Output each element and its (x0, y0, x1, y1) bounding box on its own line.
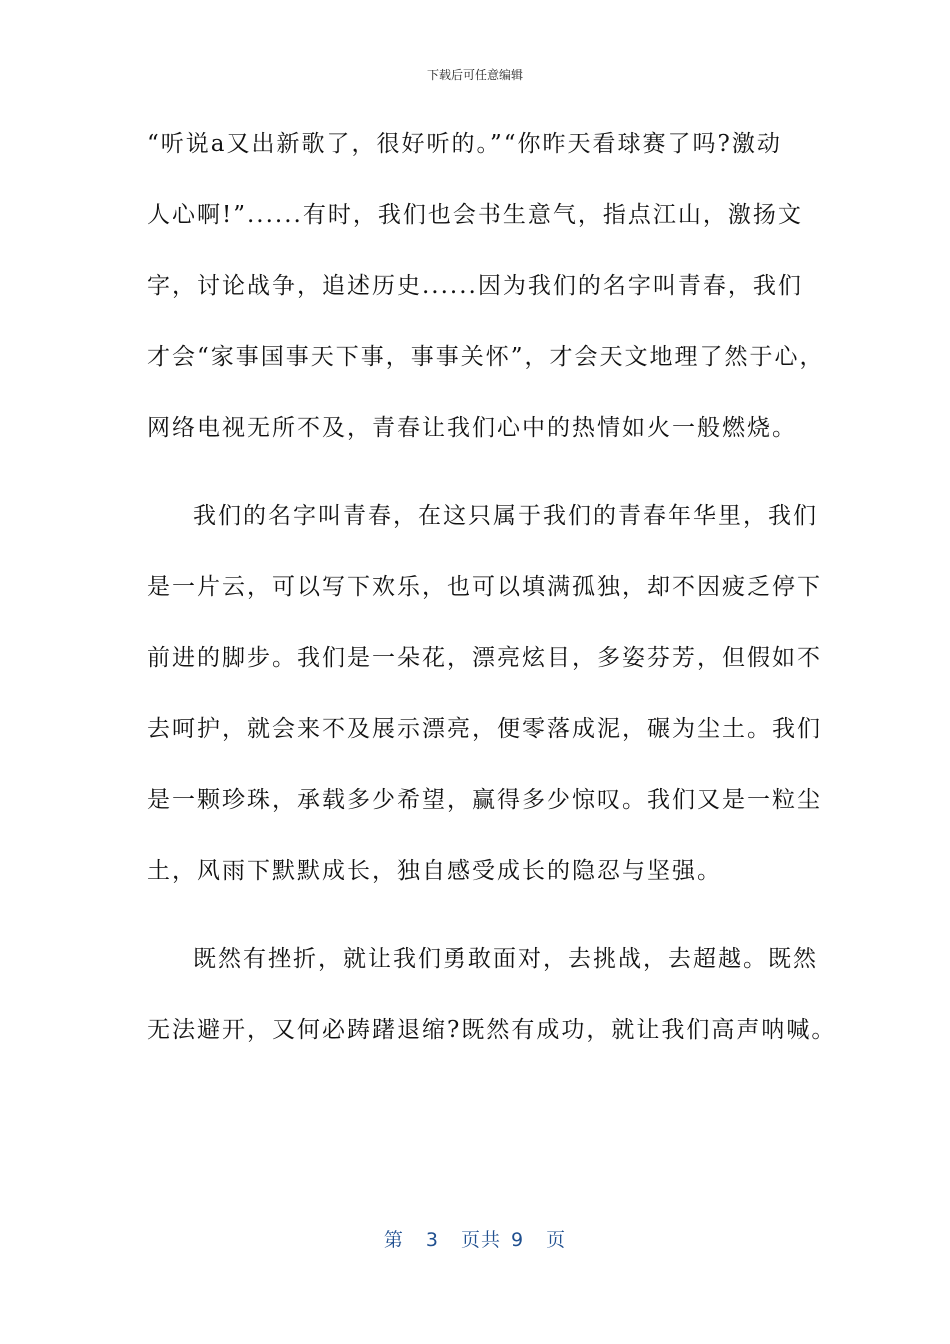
page-footer (0, 1225, 950, 1252)
footer-current-page: 3 (425, 1229, 439, 1251)
text-line: 我们的名字叫青春，在这只属于我们的青春年华里，我们 (193, 503, 818, 529)
footer-total-pages: 9 (511, 1229, 525, 1251)
text-line: 字，讨论战争，追述历史......因为我们的名字叫青春，我们 (147, 273, 803, 299)
footer-suffix: 页 (546, 1229, 567, 1251)
paragraph-gap (147, 918, 807, 935)
text-line: 是一颗珍珠，承载多少希望，赢得多少惊叹。我们又是一粒尘 (147, 787, 822, 813)
body-text (147, 120, 837, 1077)
text-line: 是一片云，可以写下欢乐，也可以填满孤独，却不因疲乏停下 (147, 574, 822, 600)
text-line: 土，风雨下默默成长，独自感受成长的隐忍与坚强。 (147, 858, 722, 884)
footer-prefix: 第 (383, 1229, 404, 1251)
text-line: 无法避开，又何必踌躇退缩?既然有成功，就让我们高声呐喊。 (147, 1017, 837, 1043)
text-line: 去呵护，就会来不及展示漂亮，便零落成泥，碾为尘土。我们 (147, 716, 822, 742)
text-line: 前进的脚步。我们是一朵花，漂亮炫目，多姿芬芳，但假如不 (147, 645, 822, 671)
text-line: 网络电视无所不及，青春让我们心中的热情如火一般燃烧。 (147, 415, 797, 441)
text-line: 人心啊!”......有时，我们也会书生意气，指点江山，激扬文 (147, 202, 803, 228)
paragraph-gap (147, 475, 807, 492)
text-line: 既然有挫折，就让我们勇敢面对，去挑战，去超越。既然 (193, 946, 818, 972)
text-line: 才会“家事国事天下事，事事关怀”，才会天文地理了然于心， (147, 344, 825, 370)
footer-middle: 页共 (460, 1229, 501, 1251)
header-note: 下载后可任意编辑 (426, 68, 523, 82)
text-line: “听说a又出新歌了，很好听的。”“你昨天看球赛了吗?激动 (147, 131, 782, 157)
